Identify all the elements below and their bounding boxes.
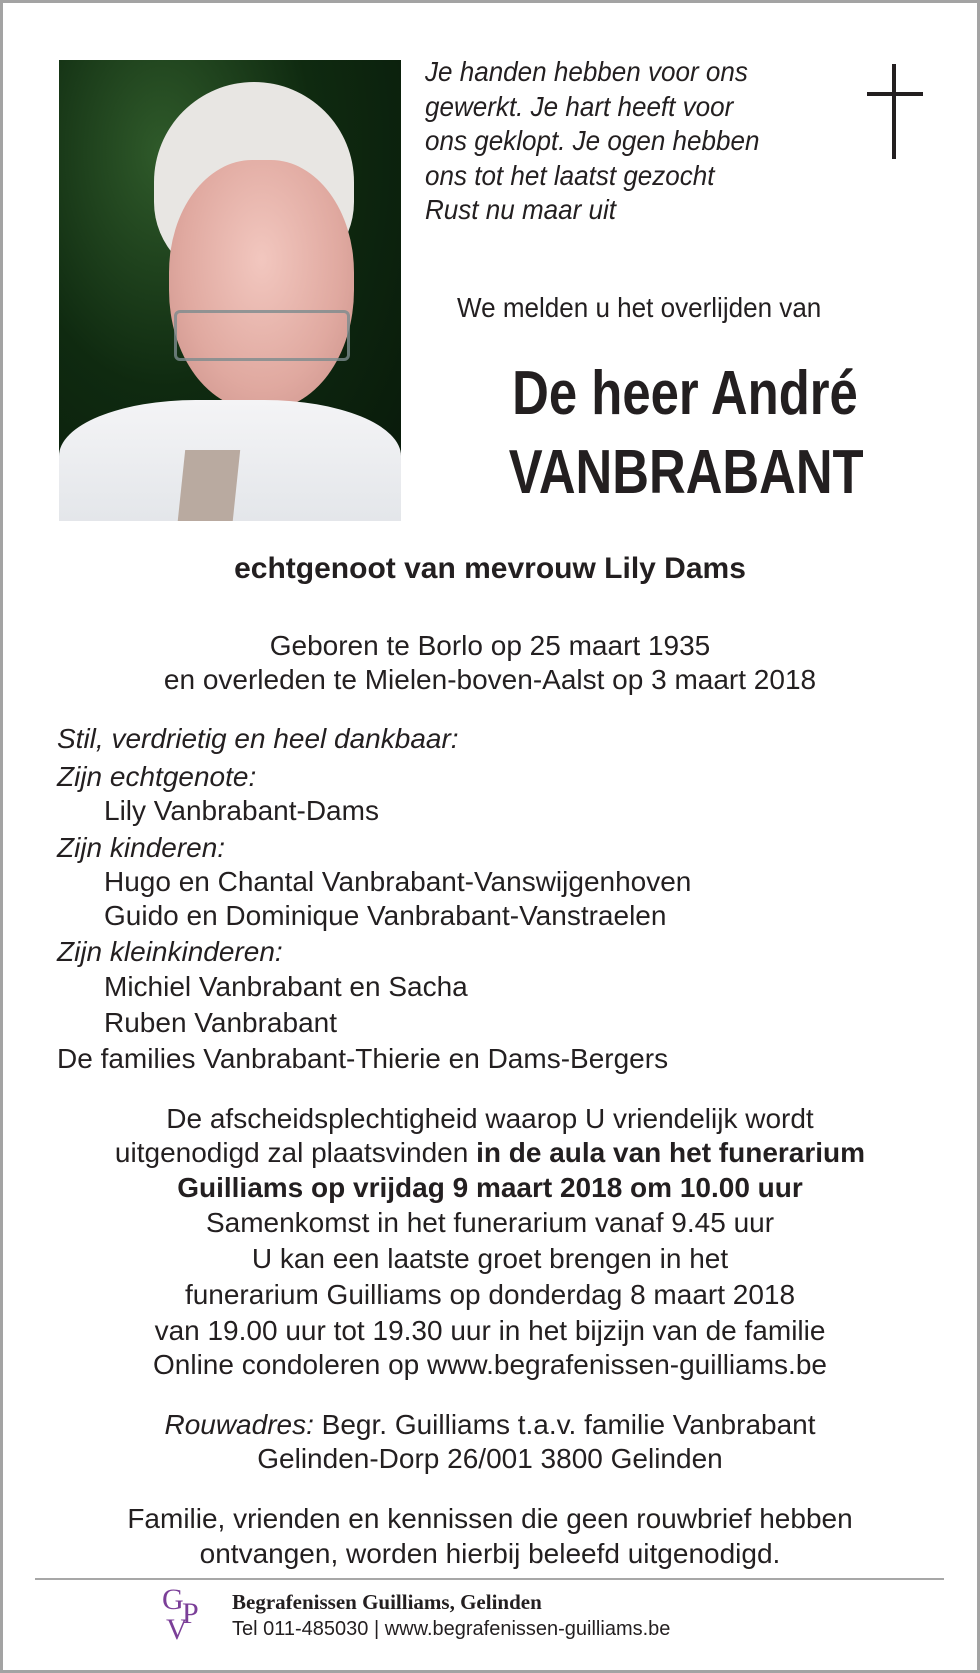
spouse-label: Zijn echtgenote:: [57, 761, 257, 792]
death-line: en overleden te Mielen-boven-Aalst op 3 maart 2018: [163, 664, 817, 695]
poem-line: ons tot het laatst gezocht: [425, 159, 715, 191]
company-name: Begrafenissen Guilliams, Gelinden: [232, 1590, 542, 1614]
spouse-line: echtgenoot van mevrouw Lily Dams: [234, 552, 746, 585]
poem-line: gewerkt. Je hart heeft voor: [425, 90, 734, 122]
company-logo: G P V: [162, 1583, 199, 1646]
poem-line: Je handen hebben voor ons: [425, 56, 748, 87]
deceased-name-line2: VANBRABANT: [508, 438, 864, 507]
grandchild-item: Michiel Vanbrabant en Sacha: [104, 971, 468, 1002]
ceremony-line: De afscheidsplechtigheid waarop U vriendelijk wordt: [166, 1103, 814, 1134]
family-intro: Stil, verdrietig en heel dankbaar:: [57, 723, 459, 754]
poem-line: Rust nu maar uit: [425, 194, 617, 225]
grandchildren-label: Zijn kleinkinderen:: [57, 936, 283, 967]
address-label: Rouwadres:: [164, 1409, 314, 1440]
divider: [35, 1578, 944, 1580]
address-line: Gelinden-Dorp 26/001 3800 Gelinden: [257, 1443, 723, 1474]
address-text: Begr. Guilliams t.a.v. familie Vanbrabant: [313, 1409, 816, 1440]
birth-line: Geboren te Borlo op 25 maart 1935: [269, 630, 711, 661]
child-item: Hugo en Chantal Vanbrabant-Vanswijgenhoven: [104, 866, 692, 897]
closing-line: Familie, vrienden en kennissen die geen rouwbrief hebben: [127, 1503, 853, 1534]
families-line: De families Vanbrabant-Thierie en Dams-Bergers: [57, 1043, 669, 1074]
ceremony-location: in de aula van het funerarium: [476, 1137, 866, 1168]
ceremony-text: uitgenodigd zal plaatsvinden: [114, 1137, 477, 1168]
ceremony-datetime: Guilliams op vrijdag 9 maart 2018 om 10.00 uur: [177, 1172, 803, 1203]
spouse-name: Lily Vanbrabant-Dams: [104, 795, 379, 826]
cross-icon: [867, 64, 923, 159]
announcement: We melden u het overlijden van: [457, 292, 822, 323]
ceremony-line: U kan een laatste groet brengen in het: [251, 1243, 729, 1274]
child-item: Guido en Dominique Vanbrabant-Vanstraelen: [104, 900, 667, 931]
ceremony-line: van 19.00 uur tot 19.30 uur in het bijzijn van de familie: [154, 1315, 826, 1346]
grandchild-item: Ruben Vanbrabant: [104, 1007, 337, 1038]
deceased-name-line1: De heer André: [512, 359, 858, 428]
closing-line: ontvangen, worden hierbij beleefd uitgenodigd.: [199, 1538, 781, 1569]
poem: [425, 55, 785, 228]
ceremony-line: [0, 1137, 980, 1169]
ceremony-line: funerarium Guilliams op donderdag 8 maart 2018: [184, 1279, 796, 1310]
address-line: [0, 1409, 980, 1441]
poem-line: ons geklopt. Je ogen hebben: [425, 125, 760, 156]
company-contact: Tel 011-485030 | www.begrafenissen-guilliams.be: [232, 1618, 671, 1640]
children-label: Zijn kinderen:: [57, 832, 226, 863]
ceremony-line: Samenkomst in het funerarium vanaf 9.45 uur: [205, 1207, 775, 1238]
portrait-photo: [59, 60, 401, 521]
condolence-line: Online condoleren op www.begrafenissen-guilliams.be: [153, 1349, 827, 1380]
